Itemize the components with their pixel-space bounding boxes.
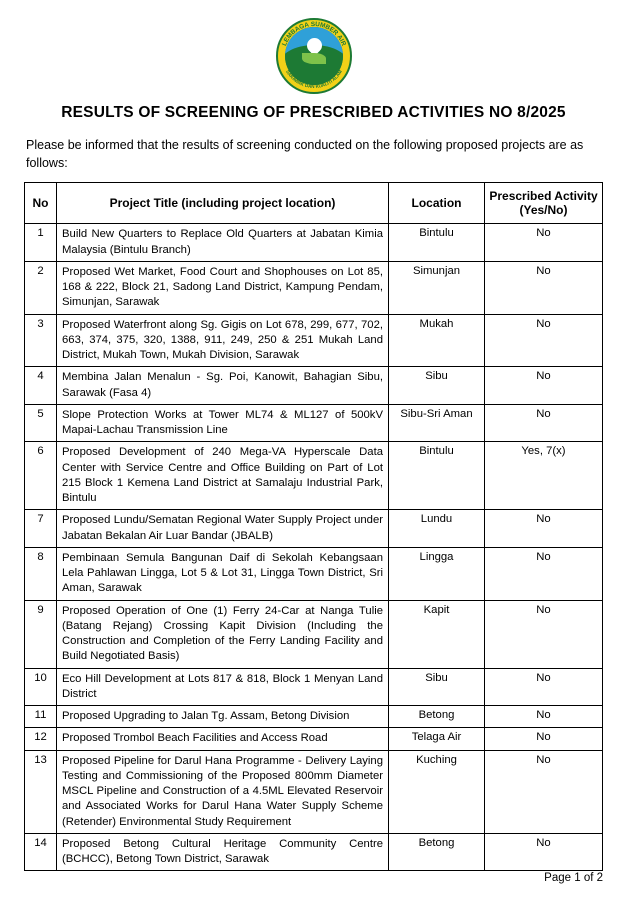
cell-project-title: Membina Jalan Menalun - Sg. Poi, Kanowit, Bahagian Sibu, Sarawak (Fasa 4) bbox=[57, 367, 389, 405]
cell-prescribed-activity: No bbox=[485, 224, 603, 262]
table-row bbox=[25, 261, 603, 314]
cell-location: Telaga Air bbox=[389, 728, 485, 750]
cell-prescribed-activity: No bbox=[485, 547, 603, 600]
table-row bbox=[25, 668, 603, 706]
cell-prescribed-activity: No bbox=[485, 404, 603, 442]
cell-no: 5 bbox=[25, 404, 57, 442]
table-row bbox=[25, 706, 603, 728]
page-footer: Page 1 of 2 bbox=[544, 872, 603, 884]
cell-project-title: Proposed Wet Market, Food Court and Shophouses on Lot 85, 168 & 222, Block 21, Sadong Land District, Kampung Pendam, Simunjan, Sarawak bbox=[57, 261, 389, 314]
agency-logo bbox=[276, 18, 352, 94]
cell-project-title: Proposed Pipeline for Darul Hana Programme - Delivery Laying Testing and Commissioning of the Proposed 800mm Diameter MSCL Pipeline and Construction of a 4.5ML Elevated Reservoir and Associated Works for Darul Hana Water Supply Scheme (Retender) Environmental Study Requirement bbox=[57, 750, 389, 833]
cell-location: Kuching bbox=[389, 750, 485, 833]
cell-project-title: Slope Protection Works at Tower ML74 & ML127 of 500kV Mapai-Lachau Transmission Line bbox=[57, 404, 389, 442]
table-body bbox=[25, 224, 603, 871]
cell-location: Mukah bbox=[389, 314, 485, 367]
cell-no: 4 bbox=[25, 367, 57, 405]
cell-location: Simunjan bbox=[389, 261, 485, 314]
cell-project-title: Proposed Development of 240 Mega-VA Hyperscale Data Center with Service Centre and Office Building on Part of Lot 215 Block 1 Kemena Land District at Samalaju Industrial Park, Bintulu bbox=[57, 442, 389, 510]
cell-prescribed-activity: No bbox=[485, 668, 603, 706]
cell-no: 13 bbox=[25, 750, 57, 833]
cell-no: 6 bbox=[25, 442, 57, 510]
column-header-prescribed-activity bbox=[485, 183, 603, 224]
cell-project-title: Eco Hill Development at Lots 817 & 818, Block 1 Menyan Land District bbox=[57, 668, 389, 706]
cell-no: 11 bbox=[25, 706, 57, 728]
table-row bbox=[25, 833, 603, 871]
cell-prescribed-activity: No bbox=[485, 728, 603, 750]
table-header-row bbox=[25, 183, 603, 224]
cell-project-title: Proposed Trombol Beach Facilities and Access Road bbox=[57, 728, 389, 750]
cell-prescribed-activity: No bbox=[485, 750, 603, 833]
table-row bbox=[25, 224, 603, 262]
table-row bbox=[25, 314, 603, 367]
cell-location: Sibu bbox=[389, 367, 485, 405]
cell-prescribed-activity: Yes, 7(x) bbox=[485, 442, 603, 510]
cell-prescribed-activity: No bbox=[485, 367, 603, 405]
table-row bbox=[25, 367, 603, 405]
table-row bbox=[25, 750, 603, 833]
cell-location: Lundu bbox=[389, 510, 485, 548]
svg-text:SARAWAK DAN KUALITI ALAM: SARAWAK DAN KUALITI ALAM bbox=[284, 69, 343, 90]
table-header bbox=[25, 183, 603, 224]
cell-no: 1 bbox=[25, 224, 57, 262]
cell-prescribed-activity: No bbox=[485, 600, 603, 668]
cell-project-title: Proposed Waterfront along Sg. Gigis on Lot 678, 299, 677, 702, 663, 374, 375, 320, 1388, 911, 249, 250 & 251 Mukah Land District, Mukah Town, Mukah Division, Sarawak bbox=[57, 314, 389, 367]
column-header-prescribed-line1: Prescribed Activity bbox=[489, 189, 598, 204]
cell-project-title: Pembinaan Semula Bangunan Daif di Sekolah Kebangsaan Lela Pahlawan Lingga, Lot 5 & Lot 31, Lingga Town District, Sri Aman, Sarawak bbox=[57, 547, 389, 600]
table-row bbox=[25, 510, 603, 548]
cell-prescribed-activity: No bbox=[485, 706, 603, 728]
cell-no: 3 bbox=[25, 314, 57, 367]
cell-location: Kapit bbox=[389, 600, 485, 668]
table-row bbox=[25, 728, 603, 750]
cell-no: 2 bbox=[25, 261, 57, 314]
logo-container bbox=[24, 18, 603, 94]
intro-paragraph: Please be informed that the results of screening conducted on the following proposed projects are as follows: bbox=[26, 138, 584, 171]
table-row bbox=[25, 442, 603, 510]
cell-location: Sibu-Sri Aman bbox=[389, 404, 485, 442]
column-header-no: No bbox=[25, 183, 57, 224]
cell-prescribed-activity: No bbox=[485, 261, 603, 314]
cell-no: 9 bbox=[25, 600, 57, 668]
cell-prescribed-activity: No bbox=[485, 833, 603, 871]
cell-project-title: Proposed Lundu/Sematan Regional Water Supply Project under Jabatan Bekalan Air Luar Bandar (JBALB) bbox=[57, 510, 389, 548]
cell-project-title: Proposed Operation of One (1) Ferry 24-Car at Nanga Tulie (Batang Rejang) Crossing Kapit Division (Including the Construction and Completion of the Ferry Landing Facility and Build Negotiated Basis) bbox=[57, 600, 389, 668]
cell-location: Bintulu bbox=[389, 224, 485, 262]
logo-arc-text bbox=[276, 18, 352, 94]
cell-no: 12 bbox=[25, 728, 57, 750]
cell-no: 14 bbox=[25, 833, 57, 871]
table-row bbox=[25, 600, 603, 668]
cell-location: Lingga bbox=[389, 547, 485, 600]
cell-project-title: Proposed Betong Cultural Heritage Community Centre (BCHCC), Betong Town District, Sarawak bbox=[57, 833, 389, 871]
column-header-project-title: Project Title (including project location) bbox=[57, 183, 389, 224]
column-header-location: Location bbox=[389, 183, 485, 224]
table-row bbox=[25, 547, 603, 600]
screening-results-table bbox=[24, 182, 603, 871]
page-title: RESULTS OF SCREENING OF PRESCRIBED ACTIVITIES NO 8/2025 bbox=[61, 104, 566, 121]
column-header-prescribed-line2: (Yes/No) bbox=[519, 203, 568, 218]
cell-prescribed-activity: No bbox=[485, 314, 603, 367]
cell-project-title: Proposed Upgrading to Jalan Tg. Assam, Betong Division bbox=[57, 706, 389, 728]
table-row bbox=[25, 404, 603, 442]
cell-location: Bintulu bbox=[389, 442, 485, 510]
cell-location: Betong bbox=[389, 833, 485, 871]
cell-project-title: Build New Quarters to Replace Old Quarters at Jabatan Kimia Malaysia (Bintulu Branch) bbox=[57, 224, 389, 262]
cell-no: 10 bbox=[25, 668, 57, 706]
cell-location: Betong bbox=[389, 706, 485, 728]
cell-no: 8 bbox=[25, 547, 57, 600]
cell-location: Sibu bbox=[389, 668, 485, 706]
cell-no: 7 bbox=[25, 510, 57, 548]
cell-prescribed-activity: No bbox=[485, 510, 603, 548]
svg-text:LEMBAGA SUMBER AIR: LEMBAGA SUMBER AIR bbox=[280, 20, 347, 47]
